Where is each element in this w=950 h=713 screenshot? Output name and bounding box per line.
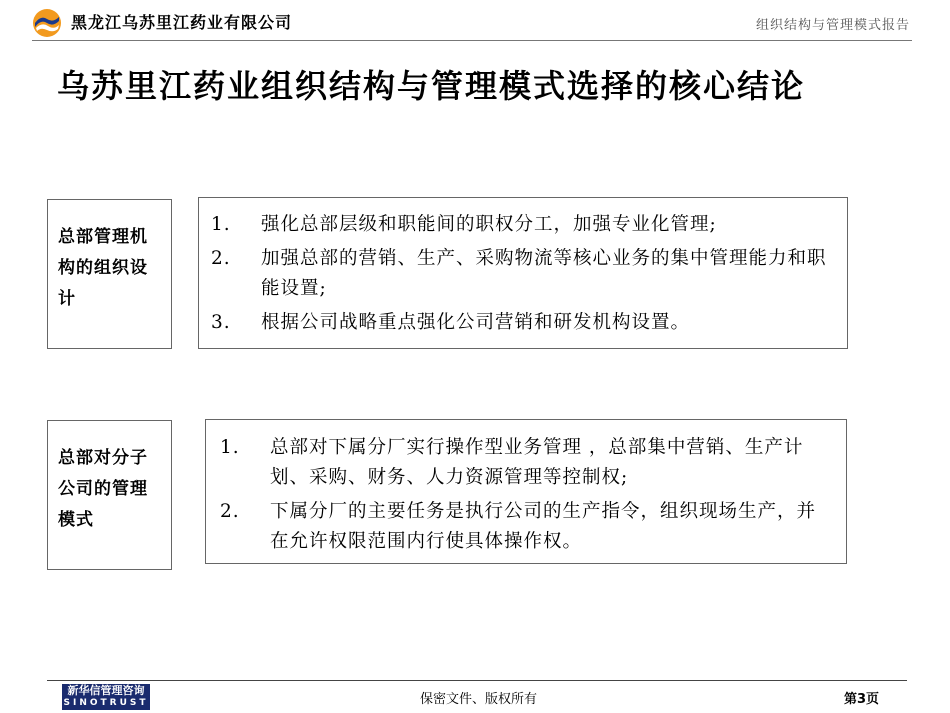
list-item	[211, 244, 831, 304]
list-item	[220, 497, 834, 557]
list-item	[211, 308, 831, 338]
footer-logo-cn: 新华信管理咨询	[67, 684, 145, 697]
company-name: 黑龙江乌苏里江药业有限公司	[71, 13, 293, 32]
list-text: 加强总部的营销、生产、采购物流等核心业务的集中管理能力和职能设置;	[261, 248, 827, 299]
section-label-org-design: 总部管理机构的组织设计	[47, 199, 172, 349]
footer-logo-en: SINOTRUST	[63, 698, 149, 708]
list-text: 下属分厂的主要任务是执行公司的生产指令，组织现场生产，并在允许权限范围内行使具体操作权。	[270, 501, 817, 552]
list-item	[220, 433, 834, 493]
page-title: 乌苏里江药业组织结构与管理模式选择的核心结论	[57, 67, 806, 105]
header	[0, 0, 950, 45]
section-content-subsidiary-mgmt	[205, 419, 847, 564]
list-number: 3.	[211, 312, 231, 333]
report-title: 组织结构与管理模式报告	[755, 18, 910, 33]
list-text: 强化总部层级和职能间的职权分工，加强专业化管理;	[261, 214, 717, 235]
section-label-subsidiary-mgmt: 总部对分子公司的管理模式	[47, 420, 172, 570]
list-number: 2.	[220, 501, 240, 522]
list-number: 1.	[211, 214, 231, 235]
company-logo-icon	[32, 8, 62, 38]
footer-divider	[47, 680, 907, 681]
list-text: 总部对下属分厂实行操作型业务管理 ，总部集中营销、生产计划、采购、财务、人力资源管理等控制权;	[270, 437, 804, 488]
section-content-org-design	[198, 197, 848, 349]
subsidiary-mgmt-list	[220, 433, 834, 557]
list-number: 1.	[220, 437, 240, 458]
confidential-notice: 保密文件、版权所有	[420, 692, 538, 707]
list-item	[211, 210, 831, 240]
header-divider	[32, 40, 912, 41]
page-number: 第3页	[843, 692, 879, 707]
footer-logo	[62, 684, 150, 710]
list-text: 根据公司战略重点强化公司营销和研发机构设置。	[261, 312, 691, 333]
org-design-list	[211, 210, 831, 338]
list-number: 2.	[211, 248, 231, 269]
